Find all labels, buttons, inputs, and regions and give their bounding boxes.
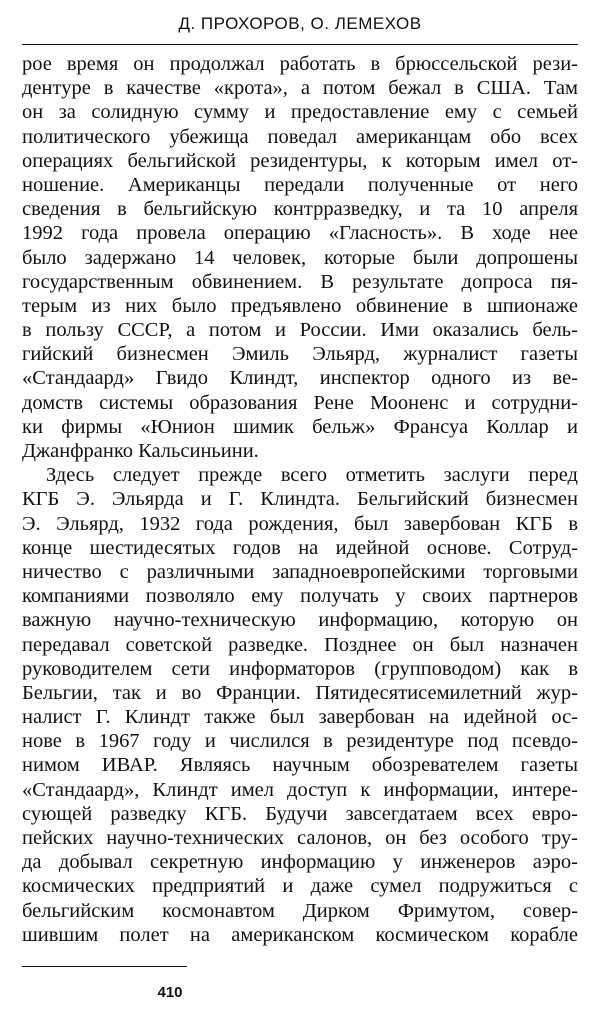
text-line: пейских научно-технических салонов, он без особого тру- bbox=[22, 827, 578, 849]
text-line: гийский бизнесмен Эмиль Эльярд, журналист газеты bbox=[22, 343, 578, 366]
text-line: Бельгии, так и во Франции. Пятидесятисемилетний жур- bbox=[22, 681, 578, 704]
text-line: передавал советской разведке. Позднее он был назначен bbox=[22, 633, 578, 656]
paragraph-end-line: Джанфранко Кальсиньини. bbox=[22, 440, 259, 462]
text-line: налист Г. Клиндт также был завербован на идейной ос- bbox=[22, 706, 578, 729]
text-line: рое время он продолжал работать в брюссельской рези- bbox=[22, 53, 578, 75]
text-line: бельгийским космонавтом Дирком Фримутом, совер- bbox=[22, 899, 578, 922]
text-line: было задержано 14 человек, которые были допрошены bbox=[22, 246, 578, 269]
text-line: сующей разведку КГБ. Будучи завсегдатаем всех евро- bbox=[22, 802, 578, 825]
text-line: ничество с различными западноевропейскими торговыми bbox=[22, 560, 578, 583]
text-line: компаниями позволяло ему получать у своих партнеров bbox=[22, 585, 578, 608]
text-line: ки фирмы «Юнион шимик бельж» Франсуа Коллар и bbox=[22, 415, 578, 438]
text-line: Э. Эльярд, 1932 года рождения, был завербован КГБ в bbox=[22, 512, 578, 535]
text-line: операциях бельгийской резидентуры, к которым имел от- bbox=[22, 149, 578, 172]
text-line: сведения в бельгийскую контрразведку, и та 10 апреля bbox=[22, 198, 578, 221]
text-line: ношение. Американцы передали полученные от него bbox=[22, 173, 578, 196]
header-rule bbox=[22, 44, 578, 45]
text-line: конце шестидесятых годов на идейной основе. Сотруд- bbox=[22, 536, 578, 559]
body-text bbox=[22, 52, 578, 947]
text-line: «Стандаард» Гвидо Клиндт, инспектор одного из ве- bbox=[22, 367, 578, 390]
text-line: «Стандаард», Клиндт имел доступ к информации, интере- bbox=[22, 778, 578, 801]
text-line: 1992 года провела операцию «Гласность». В ходе нее bbox=[22, 222, 578, 245]
page-number: 410 bbox=[157, 984, 183, 1001]
text-line: в пользу СССР, а потом и России. Ими оказались бель- bbox=[22, 319, 578, 342]
text-line: КГБ Э. Эльярда и Г. Клиндта. Бельгийский бизнесмен bbox=[22, 488, 578, 511]
text-line: нове в 1967 году и числился в резидентуре под псевдо- bbox=[22, 730, 578, 753]
footnote-rule bbox=[22, 966, 187, 967]
paragraph-start-line: Здесь следует прежде всего отметить заслуги перед bbox=[46, 464, 578, 487]
text-line: шившим полет на американском космическом корабле bbox=[22, 923, 578, 946]
text-line: терым из них было предъявлено обвинение в шпионаже bbox=[22, 294, 578, 317]
text-line: руководителем сети информаторов (групповодом) как в bbox=[22, 657, 578, 680]
text-line: домств системы образования Рене Мооненс и сотрудни- bbox=[22, 391, 578, 414]
running-header: Д. ПРОХОРОВ, О. ЛЕМЕХОВ bbox=[178, 14, 422, 33]
text-line: да добывал секретную информацию у инженеров аэро- bbox=[22, 851, 578, 874]
text-line: он за солидную сумму и предоставление ему с семьей bbox=[22, 101, 578, 124]
text-line: космических предприятий и даже сумел подружиться с bbox=[22, 875, 578, 898]
text-line: дентуре в качестве «крота», а потом бежал в США. Там bbox=[22, 77, 578, 100]
text-line: политического убежища поведал американцам обо всех bbox=[22, 125, 578, 148]
text-line: важную научно-техническую информацию, которую он bbox=[22, 609, 578, 632]
text-line: государственным обвинением. В результате допроса пя- bbox=[22, 270, 578, 293]
text-line: нимом ИВАР. Являясь научным обозревателем газеты bbox=[22, 754, 578, 777]
